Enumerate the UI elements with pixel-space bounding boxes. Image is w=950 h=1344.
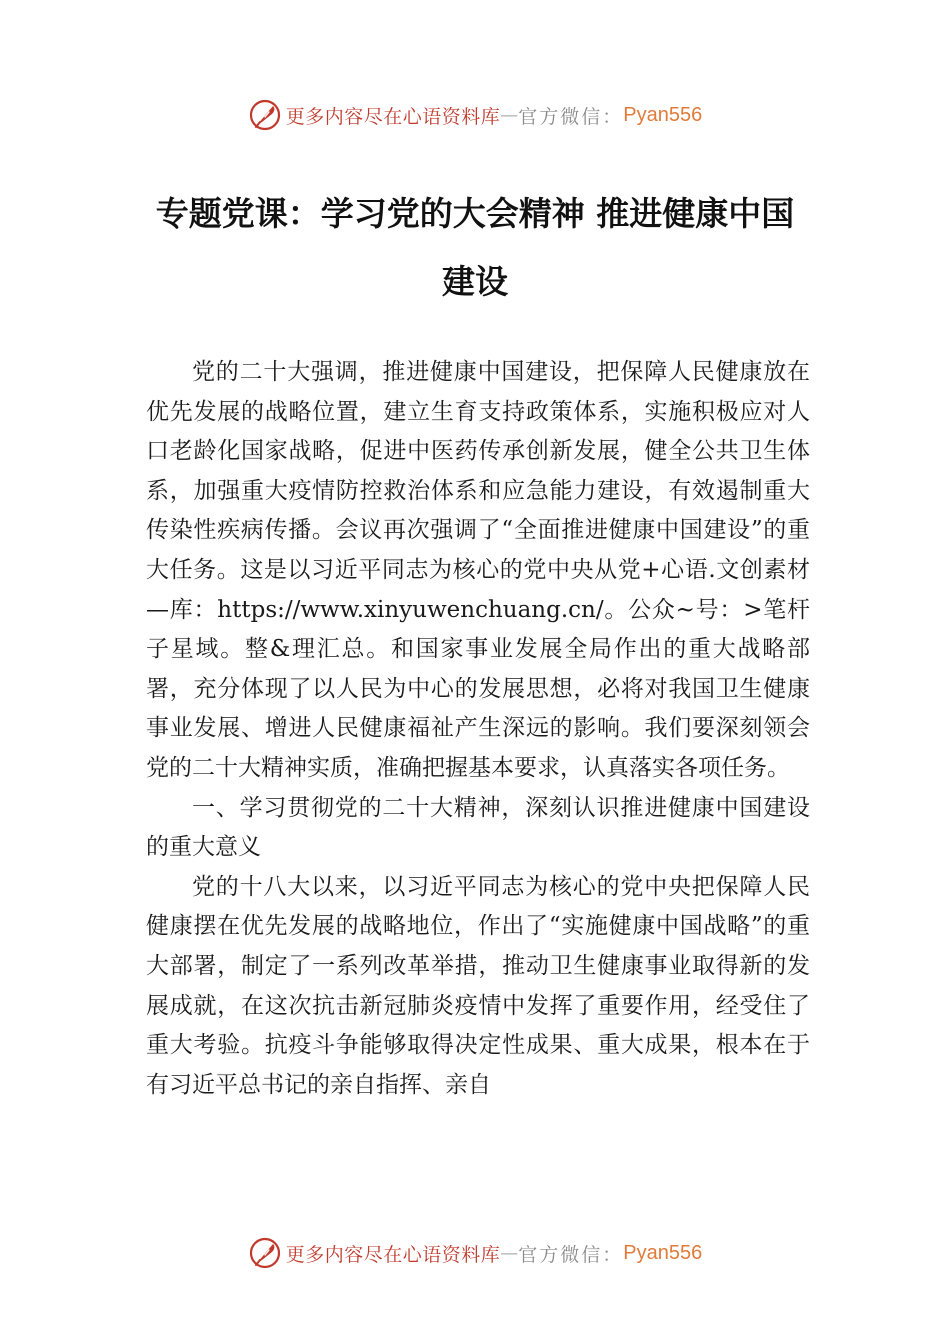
body-paragraph: 党的二十大强调，推进健康中国建设，把保障人民健康放在优先发展的战略位置，建立生育支持政策体系，实施积极应对人口老龄化国家战略，促进中医药传承创新发展，健全公共卫生体系，加强重大疫情防控救治体系和应急能力建设，有效遏制重大传染性疾病传播。会议再次强调了“全面推进健康中国建设”的重大任务。这是以习近平同志为核心的党中央从党+心语.文创素材—库：https://www.xinyuwenchuang.cn/。公众~号：>笔杆子星域。整&理汇总。和国家事业发展全局作出的重大战略部署，充分体现了以人民为中心的发展思想，必将对我国卫生健康事业发展、增进人民健康福祉产生深远的影响。我们要深刻领会党的二十大精神实质，准确把握基本要求，认真落实各项任务。 <box>146 359 810 781</box>
document-title: 专题党课：学习党的大会精神 推进健康中国建设 <box>155 194 795 301</box>
document-body <box>146 353 810 1105</box>
banner-separator: — <box>500 1242 519 1264</box>
wechat-id: Pyan556 <box>623 1241 703 1264</box>
wechat-label: 官方微信： <box>518 105 624 128</box>
footer-banner <box>0 1231 950 1275</box>
wechat-id: Pyan556 <box>623 103 703 126</box>
promo-text: 更多内容尽在心语资料库 <box>285 105 501 128</box>
wechat-label: 官方微信： <box>518 1243 624 1266</box>
quill-pen-logo-icon <box>248 1236 282 1270</box>
banner-separator: — <box>500 104 519 126</box>
promo-text: 更多内容尽在心语资料库 <box>285 1243 501 1266</box>
quill-pen-logo-icon <box>248 98 282 132</box>
body-paragraph: 党的十八大以来，以习近平同志为核心的党中央把保障人民健康摆在优先发展的战略地位，作出了“实施健康中国战略”的重大部署，制定了一系列改革举措，推动卫生健康事业取得新的发展成就，在这次抗击新冠肺炎疫情中发挥了重要作用，经受住了重大考验。抗疫斗争能够取得决定性成果、重大成果，根本在于有习近平总书记的亲自指挥、亲自 <box>146 873 810 1098</box>
header-banner <box>0 93 950 137</box>
section-heading: 一、学习贯彻党的二十大精神，深刻认识推进健康中国建设的重大意义 <box>146 794 810 861</box>
